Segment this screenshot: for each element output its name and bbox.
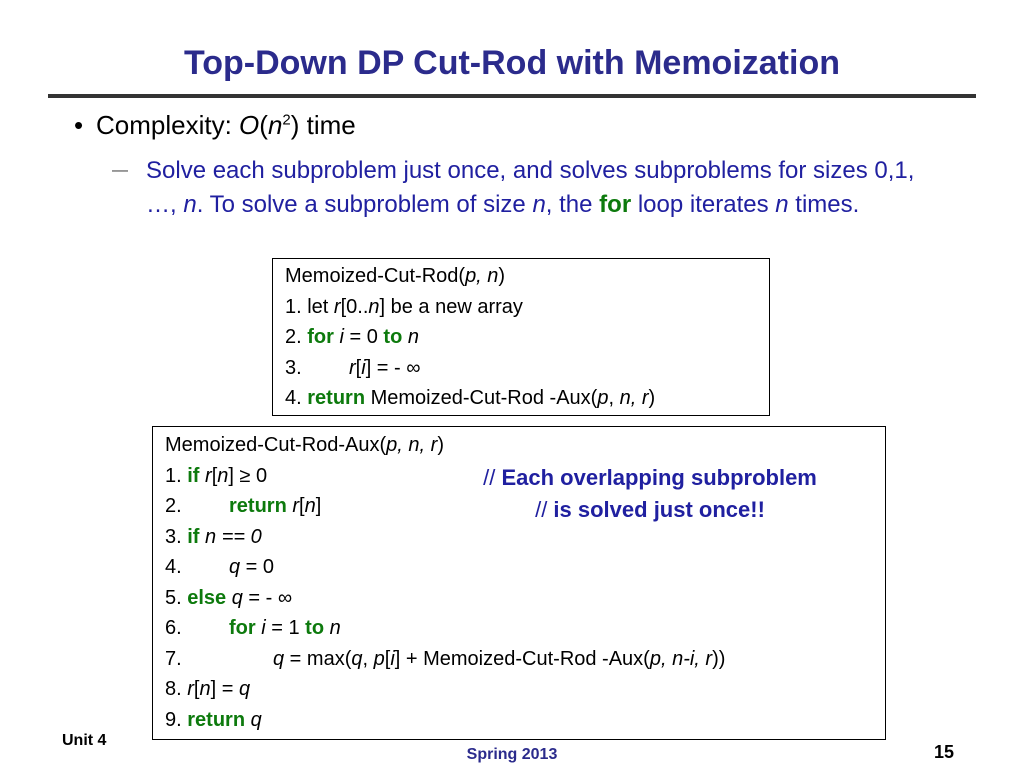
keyword-if: if — [187, 464, 200, 487]
code-line — [165, 705, 873, 736]
var: i — [255, 617, 266, 639]
code-text: [ — [299, 495, 305, 517]
code-line — [165, 674, 873, 705]
line-num: 7. — [165, 647, 182, 670]
var: i — [361, 356, 366, 379]
sub-var-n: n — [532, 190, 546, 218]
overlap-comment — [430, 462, 870, 526]
line-num: 1. — [165, 464, 188, 487]
line-num: 4. — [285, 387, 308, 409]
code-text: ] be a new array — [379, 295, 523, 318]
var: n — [304, 495, 316, 517]
page-number: 15 — [934, 742, 955, 762]
comment-line-1 — [430, 462, 870, 494]
var: i — [390, 647, 395, 670]
sub-text-3: , the — [545, 190, 600, 218]
keyword-return: return — [187, 708, 246, 731]
code-text: , — [608, 387, 620, 409]
slide-title: Top-Down DP Cut-Rod with Memoization — [184, 44, 840, 82]
big-o: O — [239, 110, 260, 140]
keyword-return: return — [307, 387, 366, 409]
sub-bullet-text — [146, 154, 932, 221]
line-num: 4. — [165, 556, 182, 578]
keyword-for: for — [229, 617, 256, 639]
code-line — [285, 261, 757, 292]
code-text: ] — [315, 495, 322, 517]
sub-var-n: n — [183, 190, 197, 218]
paren: ) — [437, 434, 444, 456]
var: r — [286, 495, 300, 517]
memoized-cut-rod-code-box — [272, 258, 770, 416]
var: n — [324, 617, 341, 639]
var: q — [238, 678, 251, 700]
var: r — [199, 464, 212, 487]
time-label: ) time — [290, 110, 356, 140]
var: p, n-i, r — [649, 647, 713, 670]
complexity-label: Complexity: — [96, 110, 240, 140]
code-text: = 0 — [240, 556, 275, 578]
line-num: 5. — [165, 586, 188, 609]
dash-icon: — — [112, 162, 128, 179]
exponent: 2 — [282, 111, 291, 129]
var: p — [373, 647, 385, 670]
var: q — [226, 586, 243, 609]
line-num: 6. — [165, 617, 182, 639]
code-text: [0.. — [340, 295, 369, 318]
var: q — [229, 556, 241, 578]
code-text: )) — [712, 647, 726, 670]
line-num: 3. — [285, 356, 302, 379]
comment-prefix: // — [535, 497, 554, 522]
code-text: [ — [211, 464, 218, 487]
var: p — [597, 387, 609, 409]
code-line — [165, 430, 873, 461]
code-text: ] = - ∞ — [365, 356, 421, 379]
line-num: 9. — [165, 708, 188, 731]
code-text: [ — [355, 356, 362, 379]
comment-text: is solved just once!! — [553, 497, 765, 522]
code-line — [165, 522, 873, 553]
code-text: = max( — [284, 647, 352, 670]
var: n — [199, 678, 211, 700]
code-line — [165, 613, 873, 644]
var: r — [333, 295, 341, 318]
var: n — [217, 464, 229, 487]
sub-var-n: n — [775, 190, 789, 218]
keyword-for: for — [599, 190, 632, 218]
sub-text-4: loop iterates — [631, 190, 776, 218]
code-text: = - ∞ — [242, 586, 293, 609]
code-text: [ — [193, 678, 200, 700]
keyword-to: to — [383, 326, 403, 348]
code-line — [165, 583, 873, 614]
sub-text-1: Solve each subproblem just once, and solves subproblems for sizes 0,1, …, — [146, 157, 915, 218]
sub-text-5: times. — [788, 190, 860, 218]
code-line — [165, 552, 873, 583]
keyword-if: if — [187, 525, 200, 548]
sub-text-2: . To solve a subproblem of size — [196, 190, 533, 218]
sub-bullet — [112, 154, 932, 221]
code-text: ] ≥ 0 — [228, 464, 268, 487]
var: r — [187, 678, 194, 700]
line-num: 2. — [165, 495, 182, 517]
line-num: 8. — [165, 678, 188, 700]
line-num: 2. — [285, 326, 308, 348]
var: q — [245, 708, 262, 731]
keyword-for: for — [307, 326, 334, 348]
var: i — [333, 326, 344, 348]
code-line — [285, 383, 757, 414]
code-line — [285, 322, 757, 353]
var: r — [349, 356, 356, 379]
condition: n == 0 — [199, 525, 262, 548]
line-num: 3. — [165, 525, 188, 548]
fn-name: Memoized-Cut-Rod-Aux( — [165, 434, 387, 456]
code-text: ] + Memoized-Cut-Rod -Aux( — [394, 647, 650, 670]
var-n: n — [267, 110, 283, 140]
code-text: ) — [648, 387, 656, 409]
code-text: ] = — [210, 678, 239, 700]
keyword-return: return — [229, 495, 287, 517]
fn-args: p, n — [465, 265, 499, 287]
title-divider — [48, 94, 976, 98]
code-text: , — [362, 647, 374, 670]
complexity-bullet — [74, 110, 356, 141]
bullet-dot-icon: • — [74, 110, 84, 140]
fn-args: p, n, r — [386, 434, 438, 456]
keyword-else: else — [187, 586, 227, 609]
var: q — [273, 647, 285, 670]
code-line — [285, 353, 757, 384]
code-line — [165, 644, 873, 675]
footer-term: Spring 2013 — [466, 746, 558, 763]
var: n, r — [619, 387, 649, 409]
var: n — [402, 326, 419, 348]
code-line — [285, 292, 757, 323]
line-num: 1. let — [285, 295, 334, 318]
code-text: = 0 — [343, 326, 384, 348]
paren: ) — [498, 265, 506, 287]
footer-unit: Unit 4 — [62, 732, 107, 749]
fn-name: Memoized-Cut-Rod( — [285, 265, 466, 287]
var: n — [368, 295, 380, 318]
var: q — [351, 647, 363, 670]
code-text: = 1 — [265, 617, 306, 639]
keyword-to: to — [305, 617, 325, 639]
comment-text: Each overlapping subproblem — [501, 465, 817, 490]
code-text: Memoized-Cut-Rod -Aux( — [365, 387, 598, 409]
code-text: [ — [384, 647, 391, 670]
comment-line-2 — [430, 494, 870, 526]
comment-prefix: // — [483, 465, 502, 490]
paren-open: ( — [259, 110, 268, 140]
